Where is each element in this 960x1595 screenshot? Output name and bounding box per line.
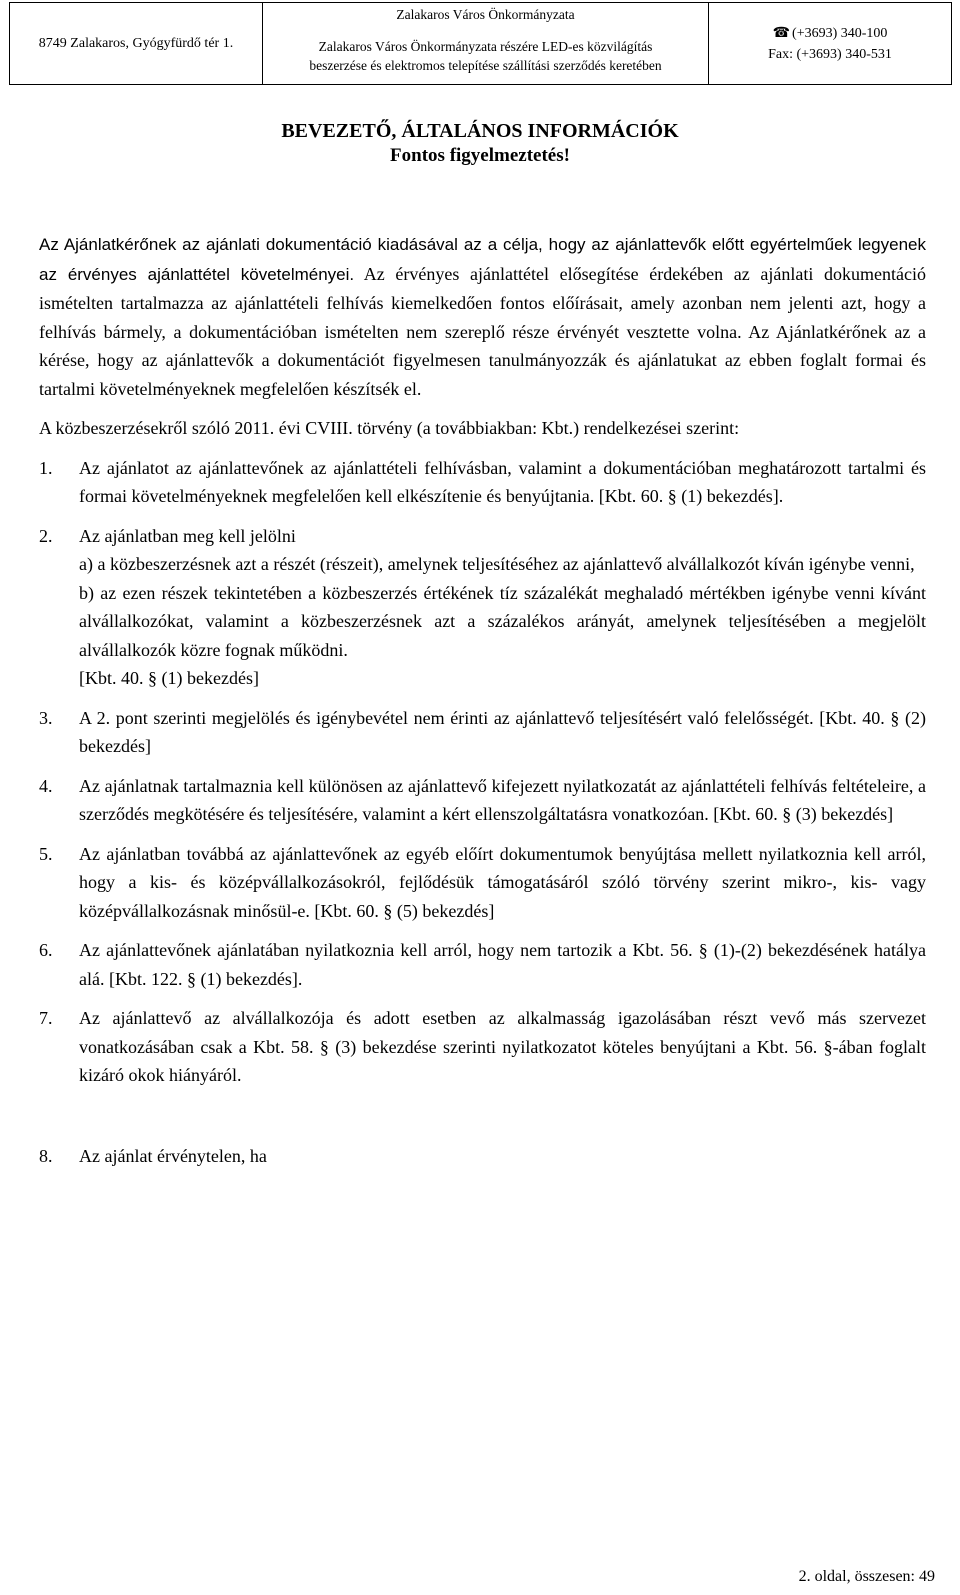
list-number: 7. [39, 1008, 53, 1028]
title-block [0, 118, 960, 168]
document-body [39, 230, 926, 1170]
list-text: Az ajánlat érvénytelen, ha [79, 1145, 267, 1166]
header-phone-row [773, 23, 888, 44]
list-text: Az ajánlatot az ajánlattevőnek az ajánlattételi felhívásban, valamint a dokumentációban meghatározott tartalmi és formai követelményeknek megfelelően kell elkészítenie és benyújtania. [Kbt. 60. § (1) bekezdés]. [79, 457, 926, 506]
list-number: 4. [39, 775, 53, 796]
list-item-4 [39, 772, 926, 829]
list-text: Az ajánlattevőnek ajánlatában nyilatkoznia kell arról, hogy nem tartozik a Kbt. 56. § (1)-(2) bekezdésének hatálya alá. [Kbt. 122. § (1) bekezdés]. [79, 940, 926, 989]
intro-sentence-3: Az Ajánlatkérőnek az a kérése, hogy az ajánlattevők a dokumentációt figyelmesen tanulmányozzák és ajánlatukat az ebben foglalt formai és tartalmi követelményeknek megfelelően készítsék el. [39, 321, 927, 399]
intro-sentence-1: Az Ajánlatkérőnek az ajánlati dokumentáció kiadásával az a célja, hogy az ajánlattevők előtt egyértelműek legyenek az érvényes ajánlattétel követelményei. [39, 235, 926, 284]
list-number: 3. [39, 707, 53, 728]
header-address: 8749 Zalakaros, Gyógyfürdő tér 1. [38, 36, 234, 51]
list-reference: [Kbt. 40. § (1) bekezdés] [79, 668, 259, 688]
list-text-block [79, 522, 926, 693]
list-item-7 [39, 1004, 926, 1090]
intro-paragraph [39, 230, 926, 403]
list-number: 8. [39, 1145, 53, 1166]
header-contact-cell [709, 3, 951, 84]
header-project-cell [263, 3, 709, 84]
list-subitem-a: a) a közbeszerzésnek azt a részét (részeit), amelynek teljesítéséhez az ajánlattevő alvállalkozót kíván igénybe venni, [79, 554, 915, 574]
header-address-cell [10, 3, 263, 84]
page-subtitle: Fontos figyelmeztetés! [390, 145, 570, 166]
list-item-5 [39, 840, 926, 926]
list-subitem-b: b) az ezen részek tekintetében a közbeszerzés értékének tíz százalékát meghaladó mértékben igénybe venni kívánt alvállalkozókat, valamint a közbeszerzésnek azt a százalékos arányát, amelynek teljesítésében a megjelölt alvállalkozók közre fognak működni. [79, 582, 926, 660]
phone-icon: ☎ [772, 25, 791, 41]
list-number: 2. [39, 525, 53, 546]
list-item-2 [39, 522, 926, 693]
list-item-6 [39, 936, 926, 993]
header-fax: Fax: (+3693) 340-531 [768, 46, 892, 62]
intro-sentence-2: Az érvényes ajánlattétel elősegítése érdekében az ajánlati dokumentáció ismételten tartalmazza az ajánlattételi felhívás kiemelkedően fontos előírásait, amely azonban nem jelenti azt, hogy a felhívás bármely, a dokumentációban ismételten nem szereplő része érvényét vesztette volna. [39, 263, 927, 342]
header-phone: (+3693) 340-100 [792, 25, 888, 41]
page-title: BEVEZETŐ, ÁLTALÁNOS INFORMÁCIÓK [281, 120, 679, 142]
header-project-line2: beszerzése és elektromos telepítése szállítási szerződés keretében [309, 58, 662, 73]
list-number: 6. [39, 940, 53, 960]
list-item-1 [39, 454, 926, 511]
header-project-line1: Zalakaros Város Önkormányzata részére LED-es közvilágítás [318, 39, 653, 54]
law-reference: A közbeszerzésekről szóló 2011. évi CVIII. törvény (a továbbiakban: Kbt.) rendelkezései szerint: [39, 418, 740, 438]
list-item-8 [39, 1142, 926, 1171]
list-number: 1. [39, 457, 53, 478]
list-item-3 [39, 704, 926, 761]
page-number: 2. oldal, összesen: 49 [798, 1568, 935, 1585]
list-number: 5. [39, 843, 53, 864]
list-text: Az ajánlatban meg kell jelölni [79, 525, 296, 546]
list-text: Az ajánlatban továbbá az ajánlattevőnek az egyéb előírt dokumentumok benyújtása mellett nyilatkoznia kell arról, hogy a kis- és középvállalkozásokról, fejlődésük támogatásáról szóló törvény szerint mikro-, kis- vagy középvállalkozásnak minősül-e. [Kbt. 60. § (5) bekezdés] [79, 843, 926, 921]
list-text: A 2. pont szerinti megjelölés és igénybevétel nem érinti az ajánlattevő teljesítésért való felelősségét. [Kbt. 40. § (2) bekezdés] [79, 707, 926, 756]
page-header [9, 2, 952, 85]
list-text: Az ajánlattevő az alvállalkozója és adott esetben az alkalmasság igazolásában részt vevő más szervezet vonatkozásában csak a Kbt. 58. § (3) bekezdése szerinti nyilatkozatot köteles benyújtani a Kbt. 56. §-ában foglalt kizáró okok hiányáról. [79, 1008, 926, 1085]
header-org: Zalakaros Város Önkormányzata [396, 7, 575, 22]
list-text: Az ajánlatnak tartalmaznia kell különösen az ajánlattevő kifejezett nyilatkozatát az ajánlattételi felhívás feltételeire, a szerződés megkötésére és teljesítésére, valamint a kért ellenszolgáltatásra vonatkozóan. [Kbt. 60. § (3) bekezdés] [79, 775, 926, 824]
